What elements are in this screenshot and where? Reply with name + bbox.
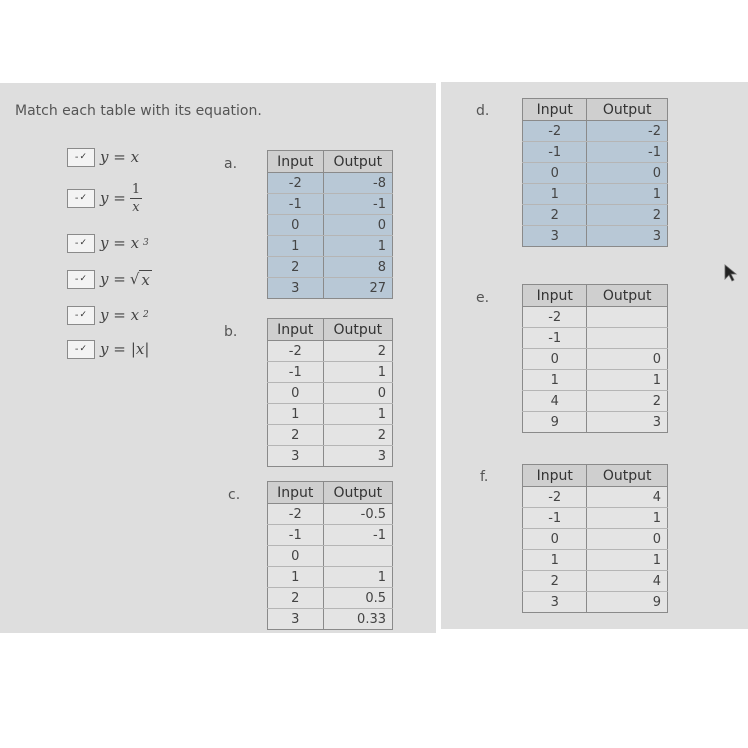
table-row: 1 1 [268,567,393,588]
table-row: 2 2 [523,205,668,226]
equation-dropdown-3[interactable]: - ✓ [67,234,95,253]
table-label-d: d. [476,103,490,119]
equation-row-5 [67,305,149,325]
table-row: 2 2 [268,425,393,446]
table-row: -1 -1 [268,194,393,215]
chevron-down-icon: ✓ [79,152,88,162]
table-row: -2 [523,307,668,328]
table-row: 3 27 [268,278,393,299]
table-row: -1 -1 [268,525,393,546]
table-row: 1 1 [523,370,668,391]
table-row: 0 0 [268,383,393,404]
table-row: 4 2 [523,391,668,412]
table-row: 1 1 [268,404,393,425]
equation-dropdown-6[interactable]: - ✓ [67,340,95,359]
table-row: 0 0 [523,529,668,550]
table-e [522,284,668,433]
equation-row-2 [67,181,142,215]
input-header: Input [268,151,324,173]
equation-5: y = x 2 [100,306,149,324]
equation-row-4 [67,269,152,289]
input-header: Input [268,482,324,504]
table-row: 0 0 [523,163,668,184]
equation-dropdown-1[interactable]: - ✓ [67,148,95,167]
equation-2: y = $\frac{1}{x}$ [100,181,141,215]
table-b [267,318,393,467]
chevron-down-icon: ✓ [79,193,88,203]
output-header: Output [587,465,668,487]
output-header: Output [587,99,668,121]
input-header: Input [523,285,587,307]
table-d [522,98,668,247]
chevron-down-icon: ✓ [79,310,88,320]
table-label-a: a. [224,156,238,172]
equation-6: y = |x| [100,340,150,358]
equation-1: y = x [100,148,140,166]
equation-4: y = √ x [100,269,150,289]
equation-row-6 [67,339,150,359]
equation-dropdown-4[interactable]: - ✓ [67,270,95,289]
table-label-c: c. [228,487,241,503]
output-header: Output [323,151,392,173]
table-row: 1 1 [268,236,393,257]
output-header: Output [587,285,668,307]
table-row: -1 [523,328,668,349]
table-row: 1 1 [523,184,668,205]
table-row: -1 1 [523,508,668,529]
table-row: 2 4 [523,571,668,592]
table-row: 2 0.5 [268,588,393,609]
input-header: Input [523,465,587,487]
table-label-b: b. [224,324,238,340]
table-row: 2 8 [268,257,393,278]
table-row: 0 0 [523,349,668,370]
table-row: 1 1 [523,550,668,571]
table-row: -2 -0.5 [268,504,393,525]
equation-3: y = x 3 [100,234,149,252]
table-label-f: f. [480,469,489,485]
table-row: -2 -8 [268,173,393,194]
table-c [267,481,393,630]
chevron-down-icon: ✓ [79,344,88,354]
fraction: $\frac{1}{x}$ [131,181,141,215]
instruction-text: Match each table with its equation. [15,103,262,119]
table-f [522,464,668,613]
table-row: 9 3 [523,412,668,433]
table-label-e: e. [476,290,490,306]
table-row: 3 3 [523,226,668,247]
equation-dropdown-5[interactable]: - ✓ [67,306,95,325]
input-header: Input [523,99,587,121]
table-row: 3 0.33 [268,609,393,630]
output-header: Output [323,482,392,504]
chevron-down-icon: ✓ [79,238,88,248]
square-root-icon: √ x [129,269,150,289]
table-row: 3 9 [523,592,668,613]
table-row: -2 2 [268,341,393,362]
table-row: 3 3 [268,446,393,467]
output-header: Output [323,319,392,341]
table-row: -1 1 [268,362,393,383]
mouse-pointer-icon [724,264,738,282]
table-row: 0 0 [268,215,393,236]
table-row: -1 -1 [523,142,668,163]
equation-row-3 [67,233,149,253]
input-header: Input [268,319,324,341]
table-a [267,150,393,299]
equation-dropdown-2[interactable]: - ✓ [67,189,95,208]
equation-row-1 [67,147,139,167]
table-row: -2 -2 [523,121,668,142]
table-row: 0 [268,546,393,567]
chevron-down-icon: ✓ [79,274,88,284]
table-row: -2 4 [523,487,668,508]
